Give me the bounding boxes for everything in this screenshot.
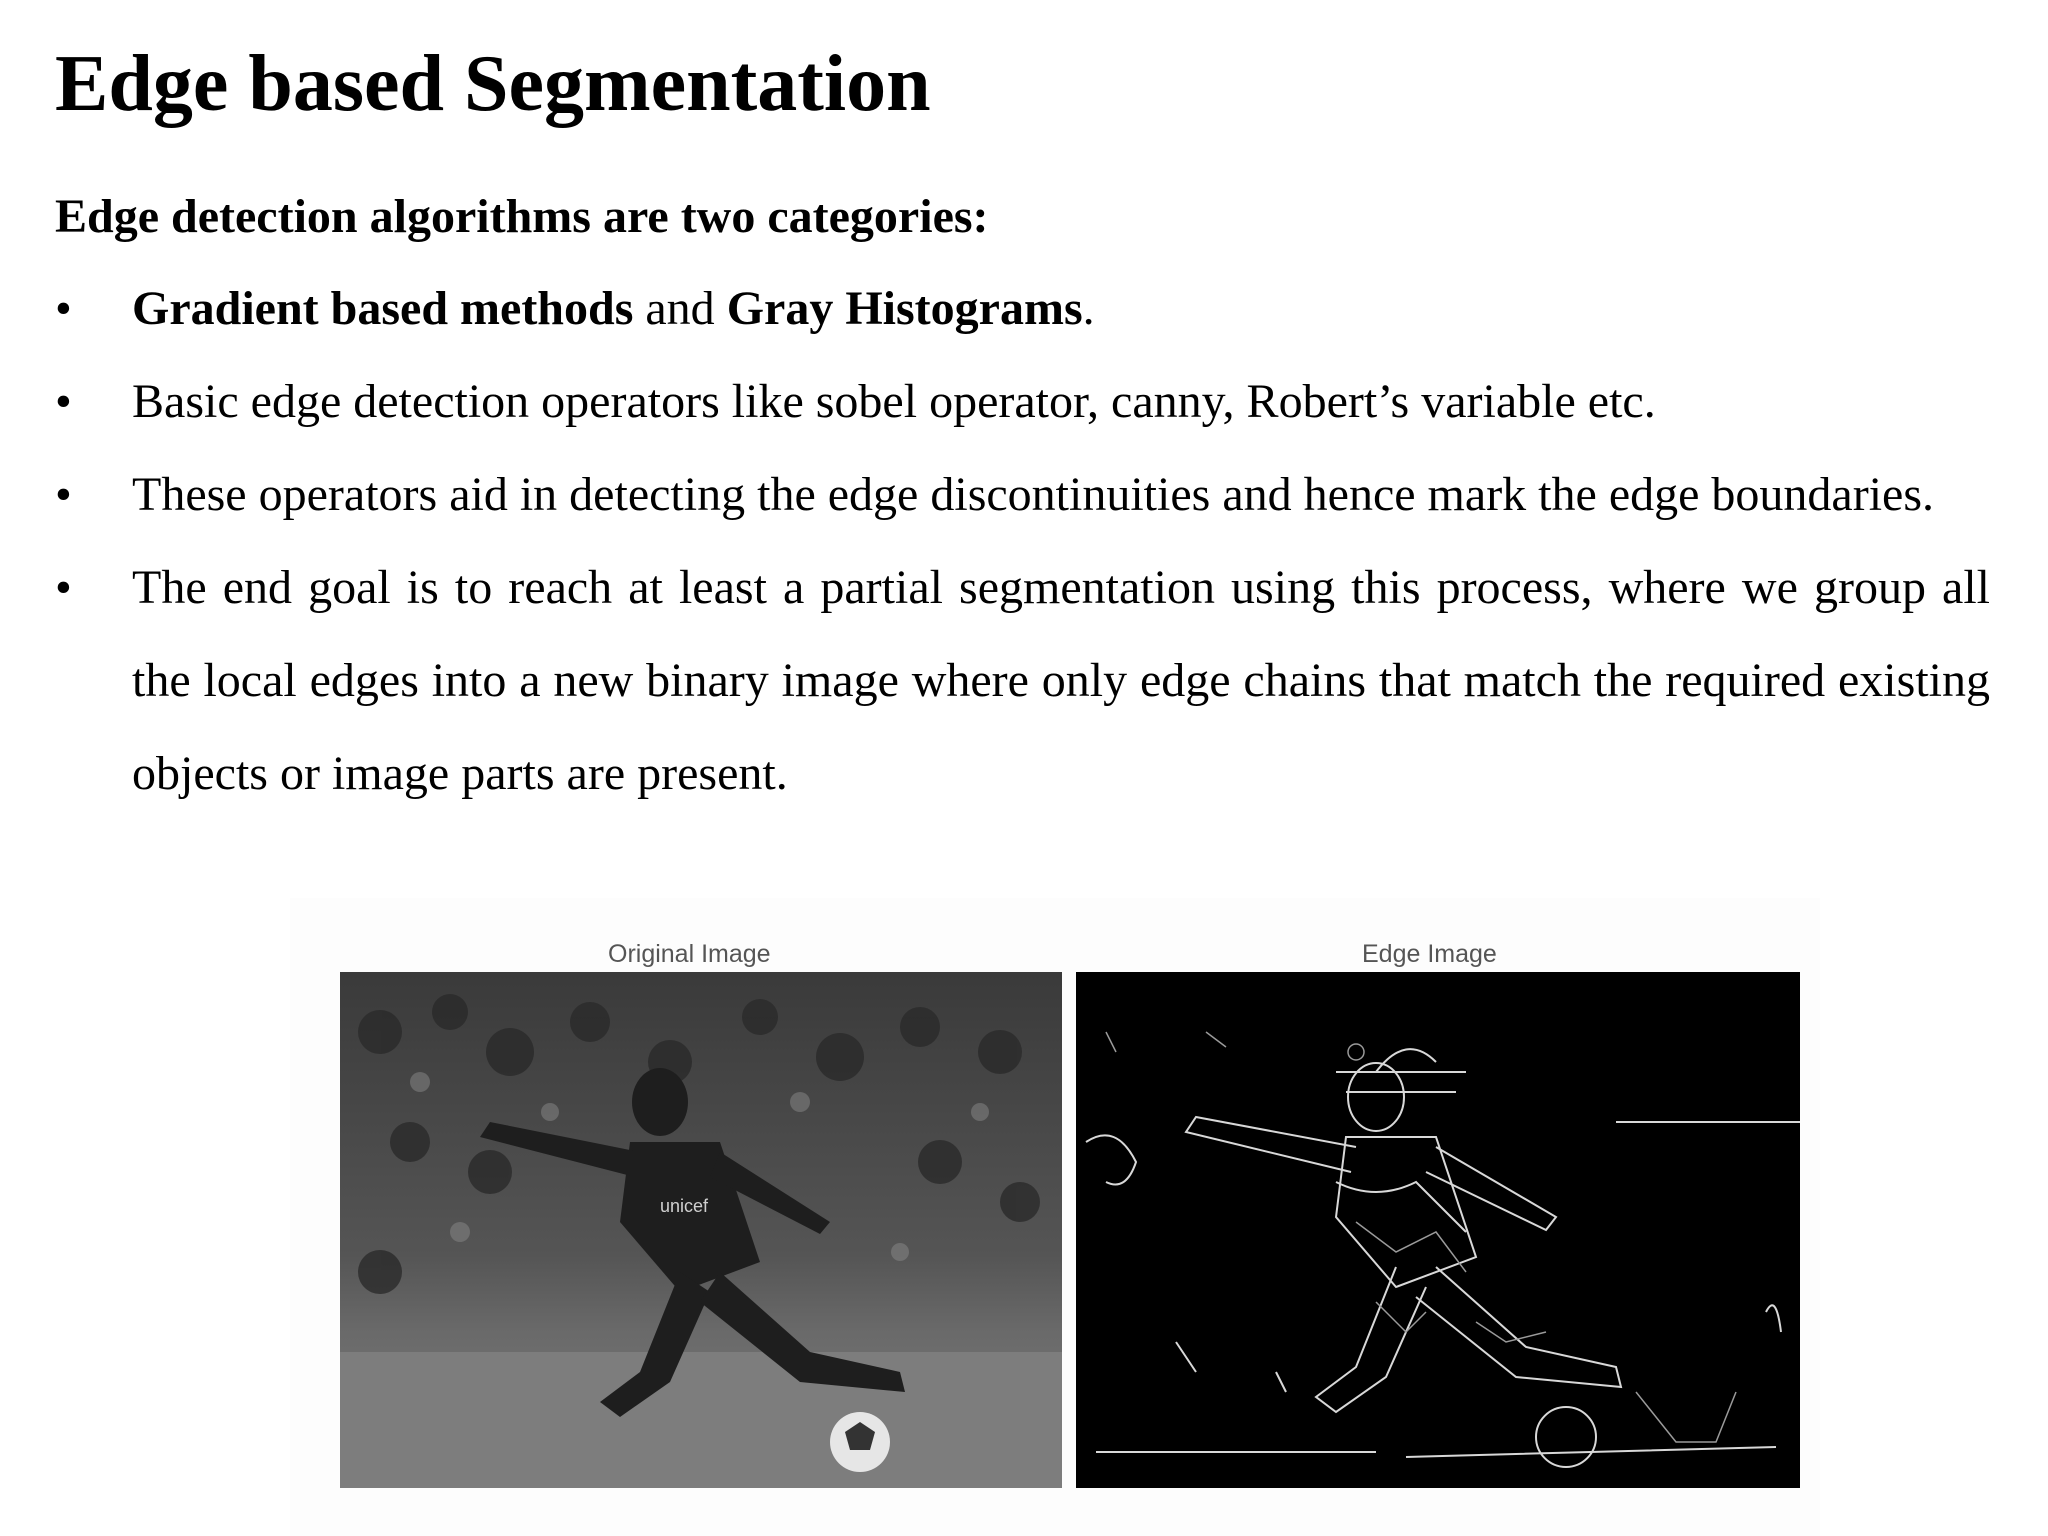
bullet-text: These operators aid in detecting the edge discontinuities and hence mark the edge boundaries. <box>132 468 1935 521</box>
bullet-dot: • <box>55 561 72 614</box>
bullet-item <box>55 541 1990 820</box>
bullet-item <box>55 355 1990 448</box>
original-image-graphic <box>340 972 1062 1488</box>
bullet-dot: • <box>55 468 72 521</box>
bullet-dot: • <box>55 375 72 428</box>
edge-image-graphic <box>1076 972 1800 1488</box>
jersey-text: unicef <box>660 1196 709 1216</box>
original-image-title: Original Image <box>608 940 771 968</box>
bullet-item <box>55 448 1990 541</box>
comparison-figure <box>290 898 1820 1536</box>
slide-title: Edge based Segmentation <box>55 40 931 128</box>
edge-image-title: Edge Image <box>1362 940 1497 968</box>
bold-term: Gray Histograms <box>726 282 1083 335</box>
bullet-dot: • <box>55 282 72 335</box>
bullet-list <box>55 262 1990 820</box>
period-text: . <box>1082 282 1095 335</box>
bold-term: Gradient based methods <box>132 282 634 335</box>
bullet-text: Basic edge detection operators like sobel operator, canny, Robert’s variable etc. <box>132 375 1656 428</box>
edge-image <box>1076 972 1800 1488</box>
intro-text: Edge detection algorithms are two categories: <box>55 190 989 243</box>
bullet-item <box>55 262 1990 355</box>
original-image <box>340 972 1062 1488</box>
connector-text: and <box>633 282 727 335</box>
bullet-text: The end goal is to reach at least a partial segmentation using this process, where we group all the local edges into a new binary image where only edge chains that match the required existing objects or image parts are present. <box>132 561 1990 800</box>
